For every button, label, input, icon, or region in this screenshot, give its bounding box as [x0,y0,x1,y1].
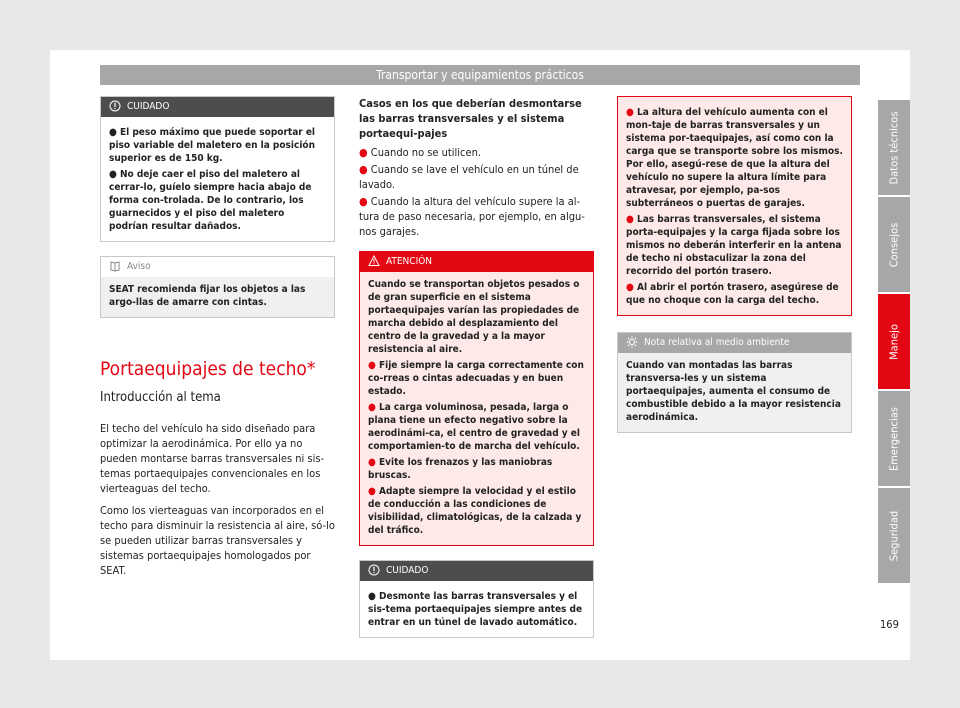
list-item: ● Al abrir el portón trasero, asegúrese de que no choque con la carga del techo. [626,282,839,306]
atencion-box-continued [617,96,852,316]
tab-consejos[interactable]: Consejos [878,197,910,292]
tab-emergencias[interactable]: Emergencias [878,391,910,486]
list-item: ● Desmonte las barras transversales y el sis-tema portaequipajes siempre antes de entrar en un túnel de lavado automático. [368,591,583,628]
column-3 [617,96,852,447]
list-item: ● Evite los frenazos y las maniobras bruscas. [368,457,553,481]
info-circle-icon [109,100,121,112]
paragraph: Como los vierteaguas van incorporados en el techo para disminuir la resistencia al aire, só-lo se pueden utilizar barras transversales y sistemas portaequipajes homologados por SEAT. [100,504,335,577]
subsection-title: Introducción al tema [100,390,221,405]
atencion-box [359,251,594,546]
aviso-book-icon [109,260,121,272]
list-item: ● Cuando no se utilicen. [359,146,482,159]
atencion-body [618,97,851,315]
page-header: Transportar y equipamientos prácticos [100,65,860,85]
column-2 [359,96,594,652]
atencion-body [360,272,593,545]
aviso-text: SEAT recomienda fijar los objetos a las argo-llas de amarre con cintas. [109,284,306,308]
warning-triangle-icon [368,255,380,267]
paragraph: El techo del vehículo ha sido diseñado para optimizar la aerodinámica. Por ello ya no pueden montarse barras transversales ni sis-temas portaequipajes convencionales en los vierteaguas del techo. [100,422,325,495]
aviso-box [100,256,335,318]
cuidado-body [360,581,593,637]
tab-manejo[interactable]: Manejo [878,294,910,389]
list-item: ● Adapte siempre la velocidad y el estilo de conducción a las condiciones de visibilidad, climatológicas, de la calzada y del tráfico. [368,486,582,536]
column-1 [100,96,335,585]
environment-icon [626,336,638,348]
atencion-intro: Cuando se transportan objetos pesados o de gran superficie en el sistema portaequipajes varían las propiedades de marcha debido al desplazamiento del centro de la gravedad y a la mayor resistencia al aire. [368,279,580,355]
cuidado-box-2 [359,560,594,638]
cuidado-header [101,97,334,117]
page-number: 169 [880,618,899,631]
environment-note-title: Nota relativa al medio ambiente [644,337,790,348]
environment-note-body [618,353,851,432]
cuidado-title: CUIDADO [386,565,429,576]
info-circle-icon [368,564,380,576]
aviso-body [101,277,334,317]
list-item: ● Cuando se lave el vehículo en un túnel de lavado. [359,163,579,191]
aviso-title: Aviso [127,261,151,272]
cuidado-body [101,117,334,241]
removal-intro: Casos en los que deberían desmontarse las barras transversales y el sistema portaequi-pajes [359,97,582,140]
environment-note-box [617,332,852,433]
cuidado-box [100,96,335,242]
cuidado-title: CUIDADO [127,101,170,112]
environment-note-header [618,333,851,353]
tab-seguridad[interactable]: Seguridad [878,488,910,583]
cuidado-header [360,561,593,581]
list-item: ● La altura del vehículo aumenta con el mon-taje de barras transversales y un sistema por-taequipajes, así como con la carga que se transporte sobre los mismos. Por ello, asegú-rese de que la altura del vehículo no supere la altura límite para atravesar, por ejemplo, pa-sos subterráneos o puertas de garajes. [626,107,843,209]
atencion-header [360,252,593,272]
list-item: ● No deje caer el piso del maletero al cerrar-lo, guíelo siempre hacia abajo de forma con-trolada. De lo contrario, los guarnecidos y el piso del maletero podrían resultar dañados. [109,169,312,232]
list-item: ● Las barras transversales, el sistema porta-equipajes y la carga fijada sobre los mismos no deberán interferir en la antena de techo ni obstaculizar la zona del recorrido del portón trasero. [626,214,842,277]
list-item: ● La carga voluminosa, pesada, larga o plana tiene un efecto negativo sobre la aerodinámi-ca, el centro de gravedad y el comportamien-to de marcha del vehículo. [368,402,580,452]
section-title: Portaequipajes de techo* [100,358,316,380]
list-item: ● El peso máximo que puede soportar el piso variable del maletero en la posición superior es de 150 kg. [109,127,316,164]
atencion-title: ATENCIÓN [386,256,433,267]
environment-note-text: Cuando van montadas las barras transversa-les y un sistema portaequipajes, aumenta el consumo de combustible debido a la mayor resistencia aerodinámica. [626,360,841,423]
aviso-header [101,257,334,277]
tab-datos-tecnicos[interactable]: Datos técnicos [878,100,910,195]
list-item: ● Fije siempre la carga correctamente con co-rreas o cintas adecuadas y en buen estado. [368,360,584,397]
list-item: ● Cuando la altura del vehículo supere la al-tura de paso necesaria, por ejemplo, en algu-nos garajes. [359,195,585,238]
